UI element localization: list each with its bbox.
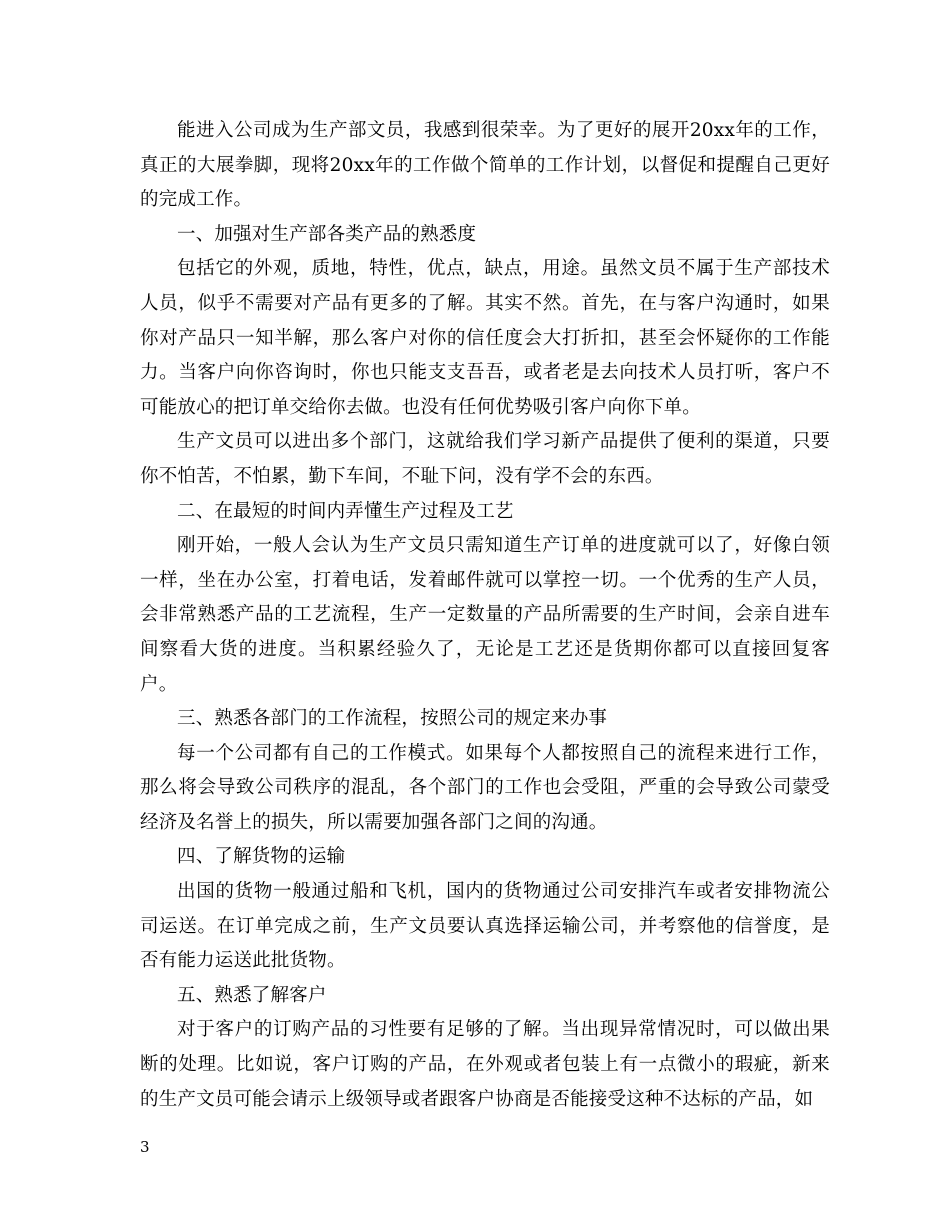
section-heading-1: 一、加强对生产部各类产品的熟悉度 xyxy=(177,223,477,245)
section-heading-5: 五、熟悉了解客户 xyxy=(177,984,327,1006)
paragraph-section-1-b: 生产文员可以进出多个部门，这就给我们学习新产品提供了便利的渠道，只要你不怕苦，不怕累，勤下车间，不耻下问，没有学不会的东西。 xyxy=(140,431,830,487)
document-body xyxy=(140,114,830,1117)
paragraph-section-1-a: 包括它的外观，质地，特性，优点，缺点，用途。虽然文员不属于生产部技术人员，似乎不需要对产品有更多的了解。其实不然。首先，在与客户沟通时，如果你对产品只一知半解，那么客户对你的信任度会大打折扣，甚至会怀疑你的工作能力。当客户向你咨询时，你也只能支支吾吾，或者老是去向技术人员打听，客户不可能放心的把订单交给你去做。也没有任何优势吸引客户向你下单。 xyxy=(140,258,830,418)
section-heading-4: 四、了解货物的运输 xyxy=(177,846,346,868)
section-heading-3: 三、熟悉各部门的工作流程，按照公司的规定来办事 xyxy=(177,708,608,730)
paragraph-section-4: 出国的货物一般通过船和飞机，国内的货物通过公司安排汽车或者安排物流公司运送。在订单完成之前，生产文员要认真选择运输公司，并考察他的信誉度，是否有能力运送此批货物。 xyxy=(140,881,830,972)
paragraph-section-2: 刚开始，一般人会认为生产文员只需知道生产订单的进度就可以了，好像白领一样，坐在办公室，打着电话，发着邮件就可以掌控一切。一个优秀的生产人员，会非常熟悉产品的工艺流程，生产一定数量的产品所需要的生产时间，会亲自进车间察看大货的进度。当积累经验久了，无论是工艺还是货期你都可以直接回复客户。 xyxy=(140,535,830,695)
paragraph-section-5: 对于客户的订购产品的习性要有足够的了解。当出现异常情况时，可以做出果断的处理。比如说，客户订购的产品，在外观或者包装上有一点微小的瑕疵，新来的生产文员可能会请示上级领导或者跟客户协商是否能接受这种不达标的产品，如 xyxy=(140,1019,830,1110)
paragraph-section-3: 每一个公司都有自己的工作模式。如果每个人都按照自己的流程来进行工作，那么将会导致公司秩序的混乱，各个部门的工作也会受阻，严重的会导致公司蒙受经济及名誉上的损失，所以需要加强各部门之间的沟通。 xyxy=(140,742,830,833)
page-number: 3 xyxy=(140,1138,150,1156)
section-heading-2: 二、在最短的时间内弄懂生产过程及工艺 xyxy=(177,500,514,522)
paragraph-intro: 能进入公司成为生产部文员，我感到很荣幸。为了更好的展开20xx年的工作，真正的大展拳脚，现将20xx年的工作做个简单的工作计划，以督促和提醒自己更好的完成工作。 xyxy=(140,120,830,211)
